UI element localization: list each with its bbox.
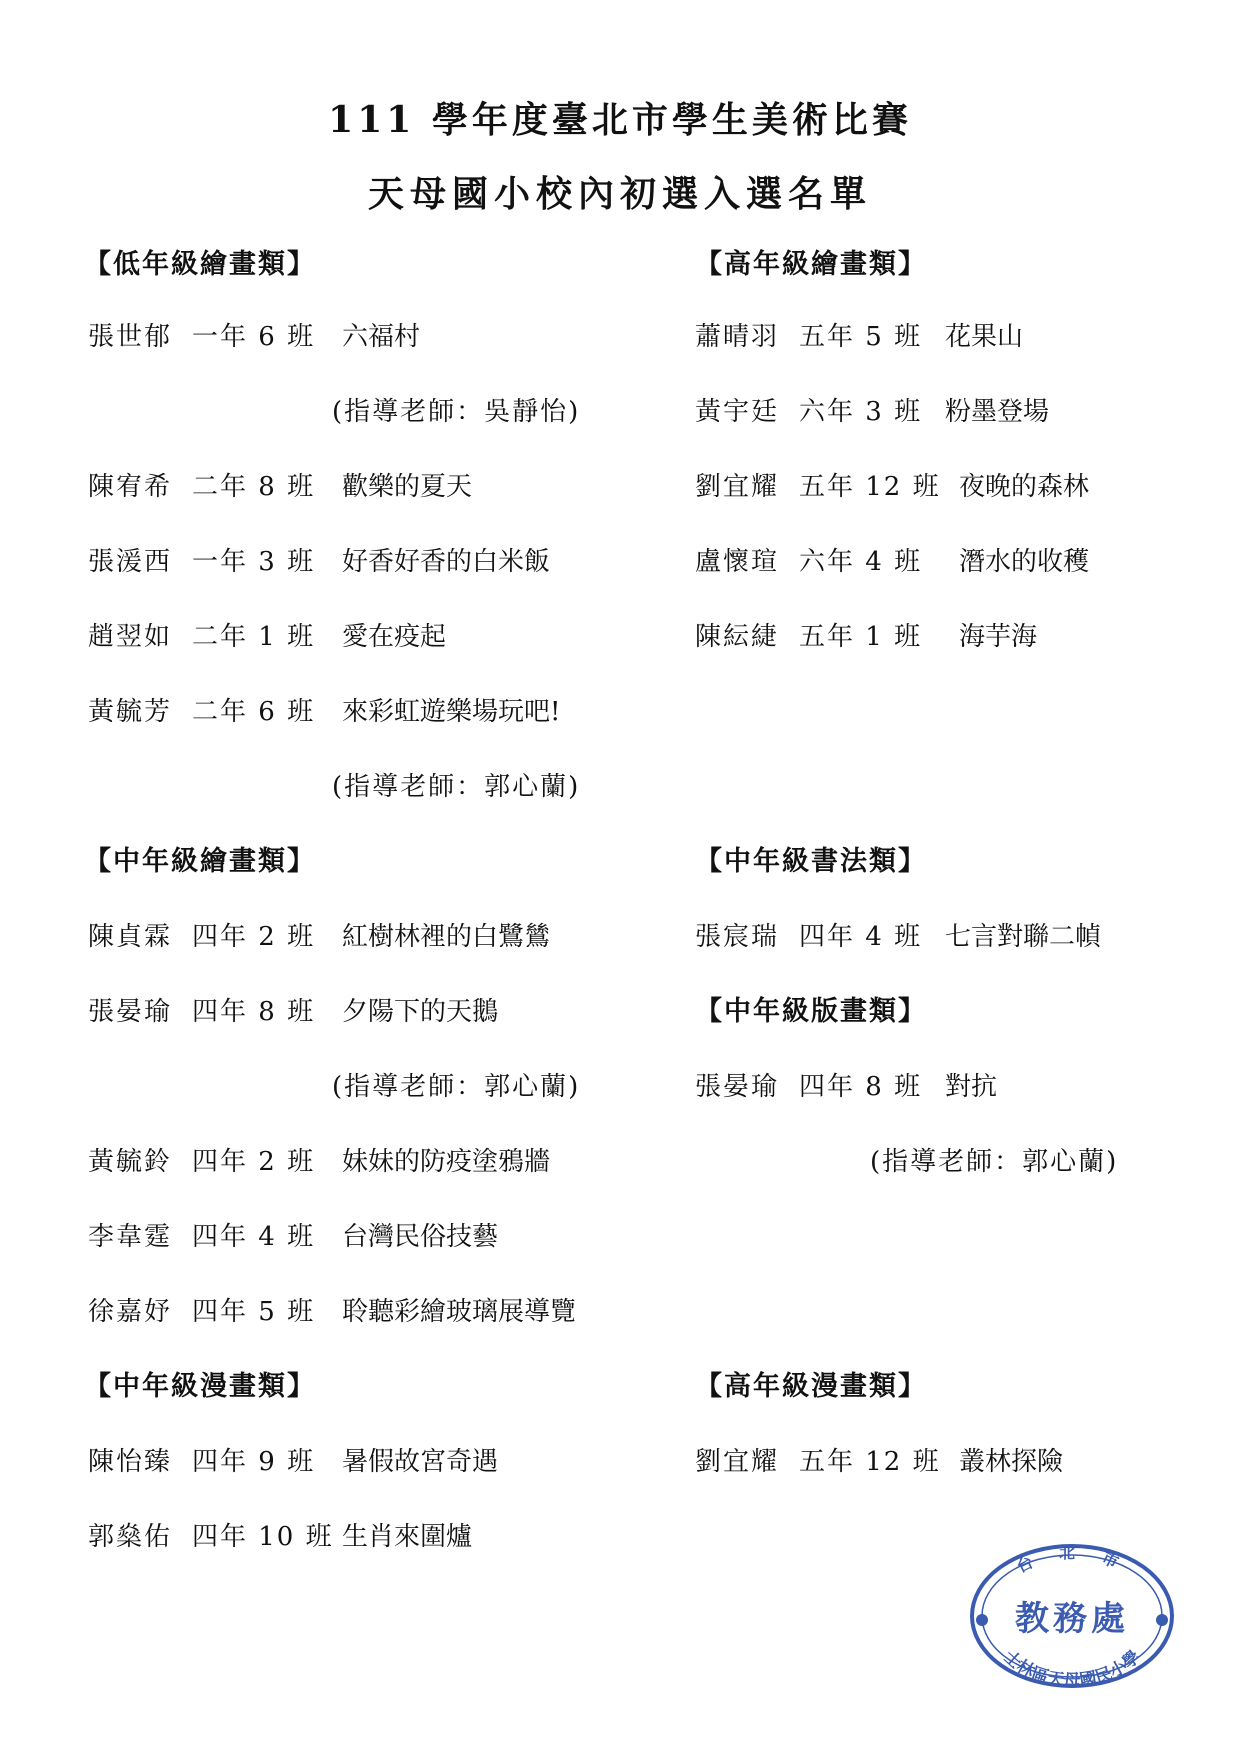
class-label: 五年 12 班: [799, 472, 941, 502]
work-title: 對抗: [945, 1072, 998, 1102]
student-name: 張晏瑜: [88, 997, 173, 1027]
entry-row: [695, 320, 1023, 354]
work-title: 聆聽彩繪玻璃展導覽: [342, 1297, 577, 1327]
class-label: 二年 8 班: [192, 472, 316, 502]
class-label: 五年 5 班: [799, 322, 923, 352]
class-label: 二年 6 班: [192, 697, 316, 727]
class-label: 四年 8 班: [799, 1072, 923, 1102]
teacher-note: (指導老師：吳靜怡): [332, 397, 581, 427]
work-title: 六福村: [342, 322, 421, 352]
class-label: 五年 12 班: [799, 1447, 941, 1477]
svg-text:台 北 市: [1013, 1543, 1130, 1576]
student-name: 劉宜耀: [695, 1447, 780, 1477]
class-label: 四年 5 班: [192, 1297, 316, 1327]
entry-row: [88, 545, 550, 579]
work-title: 叢林探險: [959, 1447, 1064, 1477]
student-name: 盧懷瑄: [695, 547, 780, 577]
student-name: 劉宜耀: [695, 472, 780, 502]
student-name: 李韋霆: [88, 1222, 173, 1252]
entry-row: [88, 1145, 550, 1179]
student-name: 張湲西: [88, 547, 173, 577]
work-title: 海芋海: [959, 622, 1038, 652]
entry-row: [88, 620, 446, 654]
section-heading-mid-calligraphy: 【中年級書法類】: [695, 846, 927, 877]
student-name: 黃毓鈴: [88, 1147, 173, 1177]
work-title: 潛水的收穫: [959, 547, 1090, 577]
work-title: 暑假故宮奇遇: [342, 1447, 499, 1477]
work-title: 七言對聯二幀: [945, 922, 1102, 952]
work-title: 夕陽下的天鵝: [342, 997, 499, 1027]
stamp-top-text: 台 北 市: [1013, 1543, 1131, 1577]
entry-row: [88, 470, 472, 504]
student-name: 黃毓芳: [88, 697, 173, 727]
section-heading-high-painting: 【高年級繪畫類】: [695, 249, 927, 280]
student-name: 張晏瑜: [695, 1072, 780, 1102]
class-label: 四年 2 班: [192, 1147, 316, 1177]
entry-row: [695, 395, 1049, 429]
work-title: 歡樂的夏天: [342, 472, 473, 502]
section-heading-mid-painting: 【中年級繪畫類】: [84, 846, 316, 877]
entry-row: [88, 320, 420, 354]
work-title: 好香好香的白米飯: [342, 547, 551, 577]
student-name: 陳紜緁: [695, 622, 780, 652]
entry-row: [88, 1220, 498, 1254]
entry-row: [695, 545, 1089, 579]
student-name: 黃宇廷: [695, 397, 780, 427]
class-label: 四年 4 班: [192, 1222, 316, 1252]
entry-row: [88, 920, 550, 954]
class-label: 四年 9 班: [192, 1447, 316, 1477]
student-name: 徐嘉妤: [88, 1297, 173, 1327]
entry-row: [695, 920, 1101, 954]
class-label: 二年 1 班: [192, 622, 316, 652]
section-heading-low-painting: 【低年級繪畫類】: [84, 249, 316, 280]
entry-row: [695, 470, 1089, 504]
entry-row: [88, 695, 560, 729]
student-name: 郭燊佑: [88, 1522, 173, 1552]
work-title: 來彩虹遊樂場玩吧!: [342, 697, 561, 727]
class-label: 六年 3 班: [799, 397, 923, 427]
work-title: 生肖來圍爐: [342, 1522, 473, 1552]
section-heading-high-comic: 【高年級漫畫類】: [695, 1371, 927, 1402]
entry-row: [88, 1445, 498, 1479]
stamp-bottom-text: 士林區天母國民小學: [999, 1646, 1145, 1690]
work-title: 台灣民俗技藝: [342, 1222, 499, 1252]
student-name: 陳貞霖: [88, 922, 173, 952]
student-name: 陳宥希: [88, 472, 173, 502]
class-label: 四年 4 班: [799, 922, 923, 952]
section-heading-mid-print: 【中年級版畫類】: [695, 996, 927, 1027]
work-title: 粉墨登場: [945, 397, 1050, 427]
work-title: 紅樹林裡的白鷺鷥: [342, 922, 551, 952]
class-label: 四年 10 班: [192, 1522, 334, 1552]
section-heading-mid-comic: 【中年級漫畫類】: [84, 1371, 316, 1402]
stamp-center-text: 教務處: [1015, 1599, 1129, 1639]
entry-row: [695, 620, 1037, 654]
student-name: 張世郁: [88, 322, 173, 352]
work-title: 花果山: [945, 322, 1024, 352]
document-title: 111 學年度臺北市學生美術比賽: [328, 99, 912, 141]
student-name: 趙翌如: [88, 622, 173, 652]
teacher-note: (指導老師：郭心蘭): [332, 1072, 581, 1102]
class-label: 四年 2 班: [192, 922, 316, 952]
entry-row: [695, 1070, 997, 1104]
official-seal-stamp: [966, 1540, 1178, 1690]
entry-row: [88, 1295, 576, 1329]
class-label: 五年 1 班: [799, 622, 923, 652]
document-subtitle: 天母國小校內初選入選名單: [367, 173, 872, 215]
student-name: 張宸瑞: [695, 922, 780, 952]
class-label: 一年 6 班: [192, 322, 316, 352]
class-label: 四年 8 班: [192, 997, 316, 1027]
class-label: 六年 4 班: [799, 547, 923, 577]
work-title: 妹妹的防疫塗鴉牆: [342, 1147, 551, 1177]
teacher-note: (指導老師：郭心蘭): [870, 1147, 1119, 1177]
work-title: 夜晚的森林: [959, 472, 1090, 502]
svg-text:士林區天母國民小學: [999, 1646, 1144, 1690]
entry-row: [88, 1520, 472, 1554]
entry-row: [88, 995, 498, 1029]
class-label: 一年 3 班: [192, 547, 316, 577]
entry-row: [695, 1445, 1063, 1479]
teacher-note: (指導老師：郭心蘭): [332, 772, 581, 802]
student-name: 蕭晴羽: [695, 322, 780, 352]
work-title: 愛在疫起: [342, 622, 447, 652]
student-name: 陳怡臻: [88, 1447, 173, 1477]
